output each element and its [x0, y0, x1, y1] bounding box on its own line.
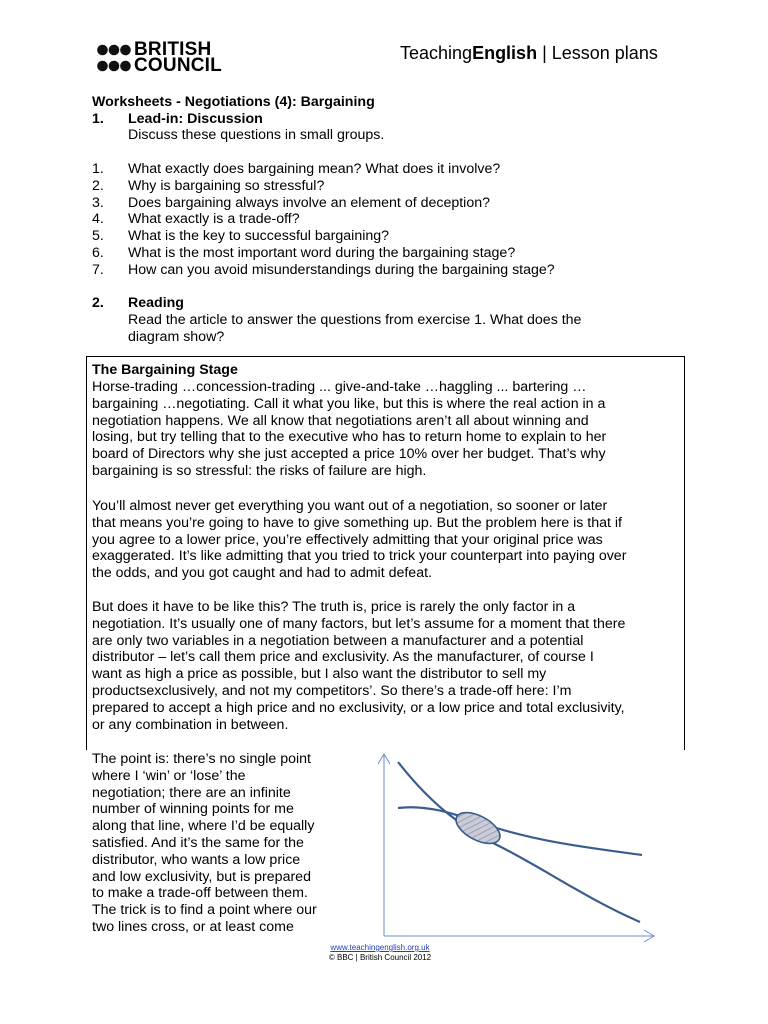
article-para2-line: you agree to a lower price, you’re effectively admitting that your original price was [92, 531, 603, 548]
article-box-left-border [86, 356, 87, 750]
question-number: 3. [92, 194, 104, 211]
article-para2-line: exaggerated. It’s like admitting that you tried to trick your counterpart into paying over [92, 548, 627, 565]
section2-instruction-line1: Read the article to answer the questions from exercise 1. What does the [128, 312, 582, 328]
article-para1-line: bargaining is so stressful: the risks of failure are high. [92, 463, 427, 479]
header-english: English [472, 43, 538, 63]
section1-number: 1. [92, 111, 104, 127]
bargaining-diagram [370, 748, 660, 948]
article-para3-line: But does it have to be like this? The truth is, price is rarely the only factor in a [92, 599, 576, 615]
question-number: 5. [92, 228, 104, 245]
article-para4-line: The trick is to find a point where our [92, 902, 317, 919]
manufacturer-curve [398, 762, 640, 922]
footer-url-link[interactable]: www.teachingenglish.org.uk [330, 943, 430, 952]
article-para3-line: productsexclusively, and not my competitors’. So there’s a trade-off here: I’m [92, 683, 572, 699]
worksheet-title: Worksheets - Negotiations (4): Bargaining [92, 94, 375, 110]
article-para4-line: number of winning points for me [92, 801, 294, 818]
footer-copyright: © BBC | British Council 2012 [328, 953, 432, 962]
article-para4-line: to make a trade-off between them. [92, 885, 308, 902]
section2-instruction-line2: diagram show? [128, 329, 225, 345]
header-teaching: Teaching [400, 43, 473, 63]
question-text: Does bargaining always involve an element of deception? [128, 194, 491, 211]
article-para3-line: want as high a price as possible, but I also want the distributor to sell my [92, 666, 547, 683]
article-para3-line: distributor – let’s call them price and exclusivity. As the manufacturer, of course I [92, 649, 594, 666]
question-text: What exactly is a trade-off? [128, 211, 300, 228]
question-text: Why is bargaining so stressful? [128, 177, 325, 194]
distributor-curve [398, 807, 642, 855]
section2-number: 2. [92, 295, 104, 311]
article-para1-line: losing, but try telling that to the executive who has to return home to explain to her [92, 429, 607, 446]
question-number: 7. [92, 261, 104, 278]
article-para4-line: two lines cross, or at least come [92, 919, 294, 935]
question-number: 1. [92, 161, 104, 177]
article-para4-line: along that line, where I’d be equally [92, 818, 315, 835]
article-para4-line: The point is: there’s no single point [92, 751, 311, 767]
logo-text [134, 39, 222, 76]
article-para2-line: that means you’re going to have to give something up. But the problem here is that if [92, 514, 622, 531]
article-box-right-border [684, 356, 685, 750]
article-para4-line: where I ‘win’ or ‘lose’ the [92, 767, 246, 784]
question-number: 6. [92, 245, 104, 261]
section1-instruction: Discuss these questions in small groups. [128, 127, 385, 143]
article-para2-line: You’ll almost never get everything you want out of a negotiation, so sooner or later [92, 498, 608, 514]
question-text: How can you avoid misunderstandings during the bargaining stage? [128, 261, 555, 278]
question-text: What is the most important word during the bargaining stage? [128, 245, 516, 261]
article-para1-line: Horse-trading …concession-trading ... give-and-take …haggling ... bartering … [92, 379, 587, 395]
section2-title: Reading [128, 295, 184, 311]
logo-line1: BRITISH [134, 39, 212, 60]
article-para3-line: or any combination in between. [92, 716, 289, 733]
question-number: 2. [92, 177, 104, 194]
article-para2-line: the odds, and you got caught and had to admit defeat. [92, 565, 432, 582]
article-para4-line: and low exclusivity, but is prepared [92, 868, 311, 885]
question-text: What is the key to successful bargaining? [128, 228, 390, 245]
question-text: What exactly does bargaining mean? What does it involve? [128, 161, 501, 177]
article-para4-line: satisfied. And it’s the same for the [92, 835, 304, 851]
header-title [400, 43, 658, 64]
article-para4-line: negotiation; there are an infinite [92, 784, 291, 801]
question-number: 4. [92, 211, 104, 228]
article-para3-line: negotiation. It’s usually one of many factors, but let’s assume for a moment that there [92, 615, 626, 632]
article-para1-line: board of Directors why she just accepted a price 10% over her budget. That’s why [92, 446, 606, 463]
article-para4-line: distributor, who wants a low price [92, 851, 301, 868]
footer [250, 943, 510, 963]
article-title: The Bargaining Stage [92, 362, 238, 378]
section1-title: Lead-in: Discussion [128, 111, 263, 127]
british-council-logo-icon [97, 44, 131, 74]
article-para1-line: bargaining …negotiating. Call it what you like, but this is where the real action in a [92, 395, 606, 412]
article-para3-line: are only two variables in a negotiation between a manufacturer and a potential [92, 632, 584, 649]
article-para1-line: negotiation happens. We all know that negotiations aren’t all about winning and [92, 412, 589, 429]
header-lesson-plans: | Lesson plans [537, 43, 658, 63]
agreement-zone [451, 806, 505, 850]
logo-line2: COUNCIL [134, 55, 222, 76]
article-box-top-border [86, 356, 685, 357]
article-para3-line: prepared to accept a high price and no exclusivity, or a low price and total exclusivity, [92, 699, 625, 716]
